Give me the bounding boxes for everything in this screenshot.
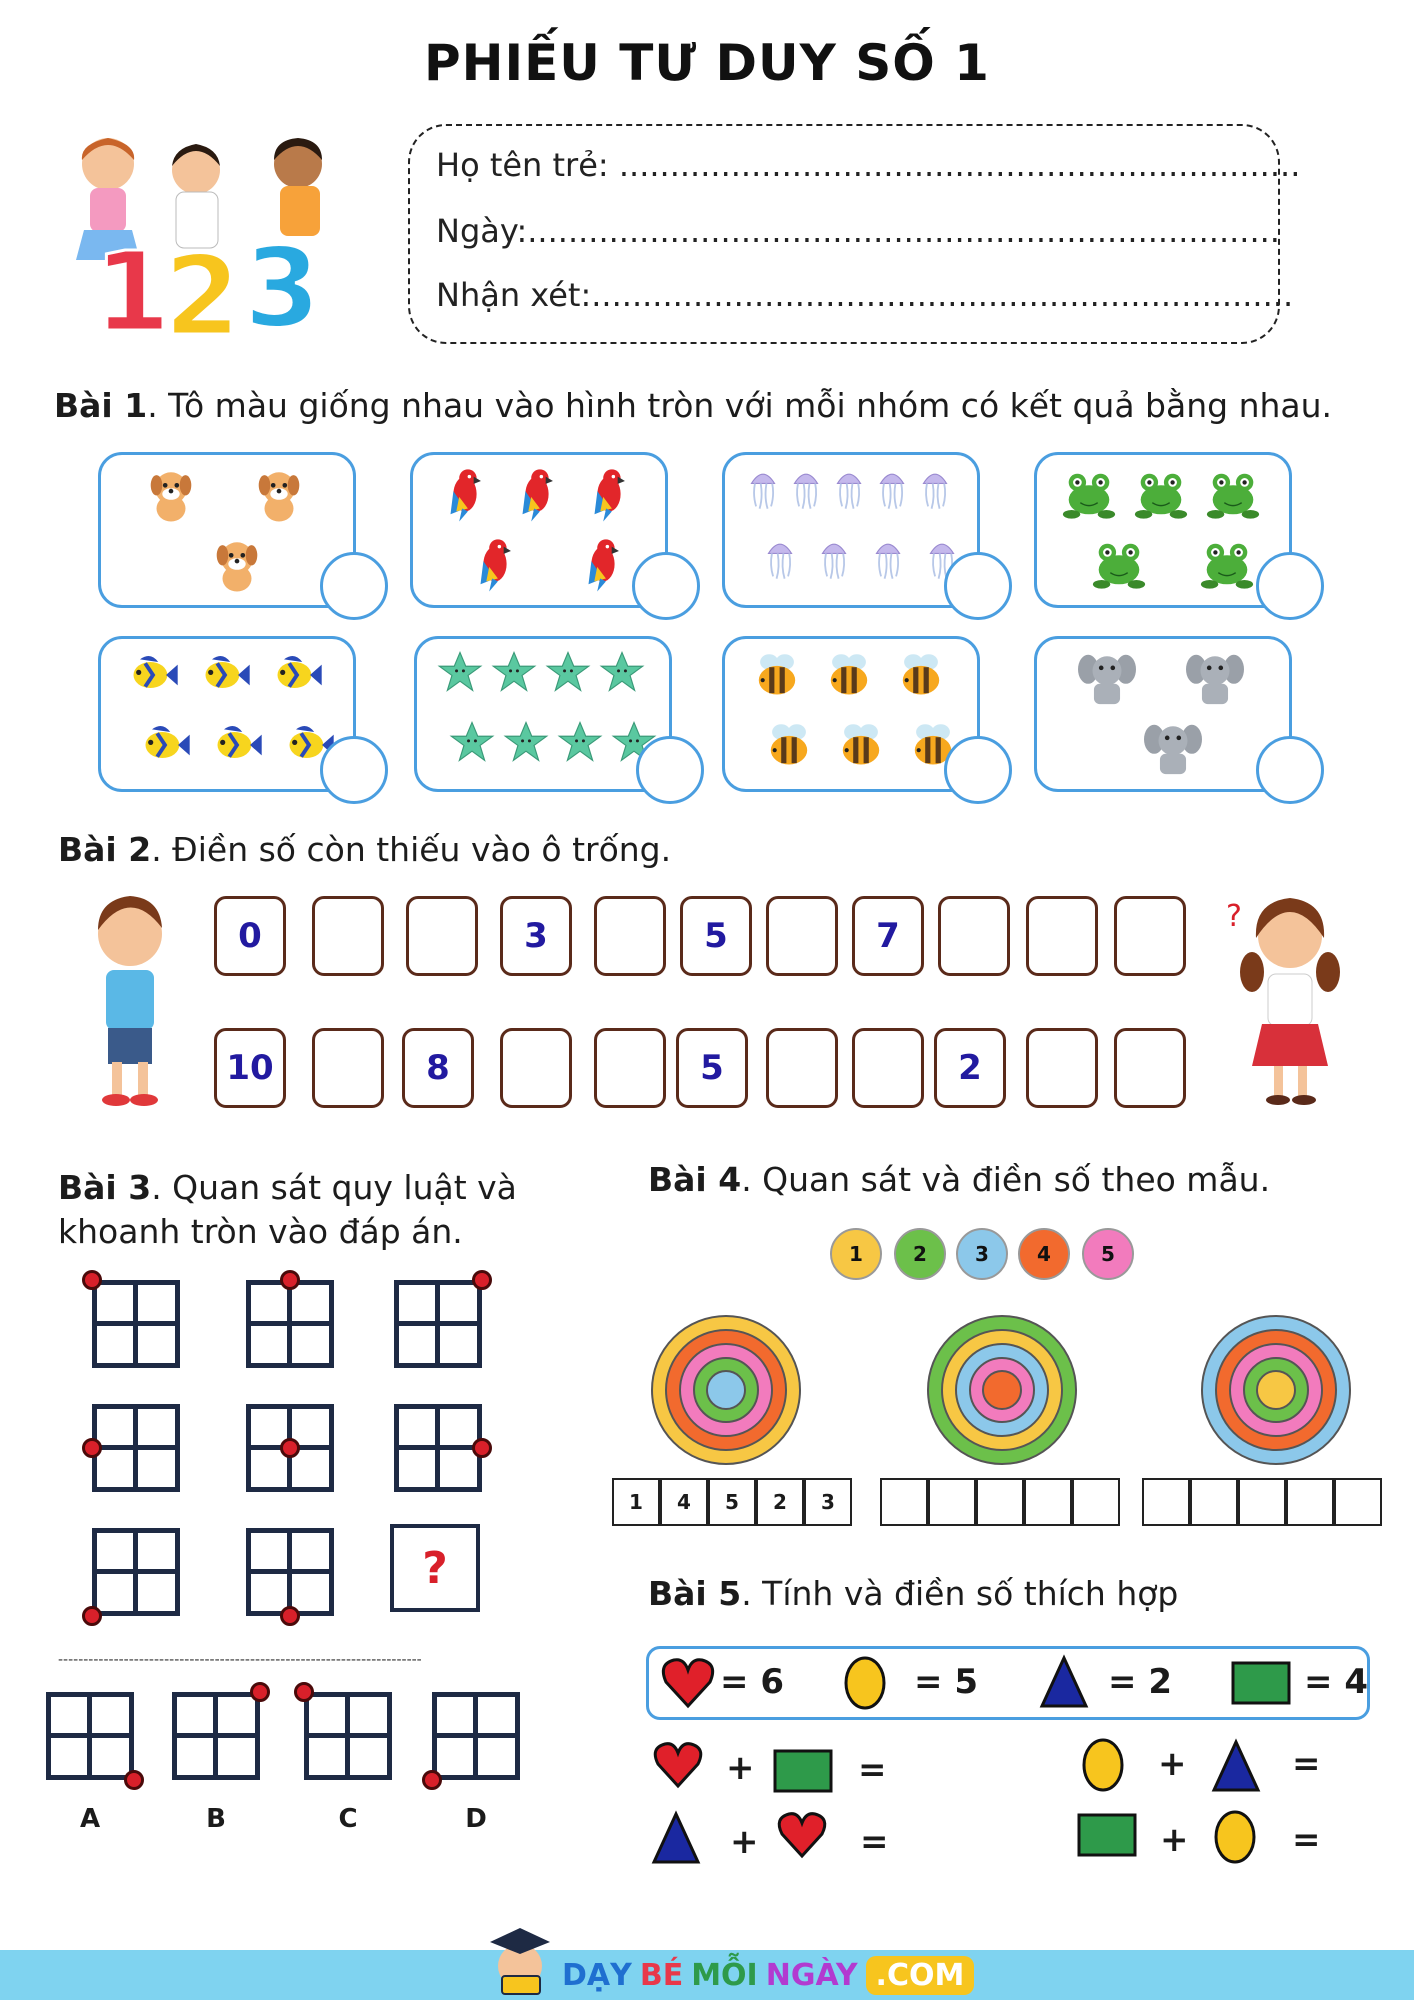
red-dot: [280, 1438, 300, 1458]
dog-icon: [208, 535, 266, 597]
answer-circle[interactable]: [1256, 736, 1324, 804]
bai4-target-circles: [648, 1312, 1408, 1472]
answer-cell[interactable]: [880, 1478, 928, 1526]
frog-icon: [1132, 465, 1190, 527]
option-label-d[interactable]: D: [465, 1804, 487, 1834]
name-field[interactable]: Họ tên trẻ: ...................................................................: [436, 146, 1301, 184]
parrot-icon: [580, 465, 638, 527]
color-legend-2: 2: [894, 1228, 946, 1280]
target-2: [928, 1316, 1076, 1464]
pattern-grid: [92, 1404, 180, 1492]
answer-cell[interactable]: [1190, 1478, 1238, 1526]
animal-card-bee: [722, 636, 980, 792]
plus-sign: +: [1160, 1820, 1189, 1860]
jellyfish-icon: [865, 535, 911, 585]
option-grid-c[interactable]: [304, 1692, 392, 1780]
color-legend-4: 4: [1018, 1228, 1070, 1280]
bee-icon: [895, 649, 947, 705]
bai3-heading-line2: khoanh tròn vào đáp án.: [58, 1212, 463, 1251]
red-dot: [472, 1270, 492, 1290]
jellyfish-icon: [811, 535, 857, 585]
answer-circle[interactable]: [944, 552, 1012, 620]
fish-icon: [199, 649, 251, 705]
oval-icon: [1212, 1808, 1258, 1866]
triangle-icon: [650, 1810, 702, 1866]
bai4-heading: Bài 4. Quan sát và điền số theo mẫu.: [648, 1160, 1271, 1199]
red-dot: [280, 1270, 300, 1290]
option-grid-d[interactable]: [432, 1692, 520, 1780]
comment-field[interactable]: Nhận xét:.....................................................................: [436, 276, 1294, 314]
kids-123-illustration: [36, 130, 356, 340]
animal-card-starfish: [414, 636, 672, 792]
bee-icon: [823, 649, 875, 705]
answer-cell[interactable]: [1072, 1478, 1120, 1526]
starfish-icon: [491, 649, 537, 699]
empty-number-box[interactable]: [938, 896, 1010, 976]
rectangle-value: = 4: [1304, 1662, 1368, 1702]
empty-number-box[interactable]: [1026, 896, 1098, 976]
number-box: 7: [852, 896, 924, 976]
fish-icon: [271, 649, 323, 705]
option-grid-a[interactable]: [46, 1692, 134, 1780]
answer-cell[interactable]: [1142, 1478, 1190, 1526]
plus-sign: +: [726, 1748, 755, 1788]
svg-text:1: 1: [94, 228, 171, 340]
dog-icon: [250, 465, 308, 527]
triangle-icon: [1038, 1654, 1090, 1710]
empty-number-box[interactable]: [1026, 1028, 1098, 1108]
answer-circle[interactable]: [1256, 552, 1324, 620]
plus-sign: +: [1158, 1744, 1187, 1784]
number-box: 2: [934, 1028, 1006, 1108]
answer-circle[interactable]: [632, 552, 700, 620]
fish-icon: [127, 649, 179, 705]
number-box: 0: [214, 896, 286, 976]
red-dot: [280, 1606, 300, 1626]
parrot-icon: [436, 465, 494, 527]
starfish-icon: [545, 649, 591, 699]
empty-number-box[interactable]: [406, 896, 478, 976]
color-legend-1: 1: [830, 1228, 882, 1280]
question-mark-box: ?: [390, 1524, 480, 1612]
pattern-grid: [92, 1528, 180, 1616]
jellyfish-icon: [826, 465, 872, 515]
sample-answer-cell: 2: [756, 1478, 804, 1526]
footer-brand[interactable]: DẠY BÉ MỖI NGÀY .COM: [562, 1956, 974, 1995]
sample-answer-cell: 4: [660, 1478, 708, 1526]
option-label-b[interactable]: B: [206, 1804, 226, 1834]
oval-value: = 5: [914, 1662, 978, 1702]
page-title: PHIẾU TƯ DUY SỐ 1: [424, 34, 990, 92]
color-legend-3: 3: [956, 1228, 1008, 1280]
starfish-icon: [557, 719, 603, 769]
pattern-grid: [394, 1404, 482, 1492]
equals-sign: =: [858, 1750, 887, 1790]
pattern-grid: [246, 1528, 334, 1616]
starfish-icon: [599, 649, 645, 699]
equals-sign: =: [1292, 1820, 1321, 1860]
jellyfish-icon: [912, 465, 958, 515]
animal-card-dog: [98, 452, 356, 608]
oval-icon: [1080, 1736, 1126, 1794]
sample-answer-cell: 1: [612, 1478, 660, 1526]
sample-answer-cell: 5: [708, 1478, 756, 1526]
number-box: 5: [680, 896, 752, 976]
answer-cell[interactable]: [1238, 1478, 1286, 1526]
rectangle-icon: [1230, 1660, 1292, 1706]
heart-icon: [660, 1656, 716, 1710]
thinking-girl-illustration: [1226, 886, 1346, 1112]
starfish-icon: [503, 719, 549, 769]
frog-icon: [1060, 465, 1118, 527]
sample-answer-cell: 3: [804, 1478, 852, 1526]
frog-icon: [1090, 535, 1148, 597]
date-field[interactable]: Ngày:..........................................................................: [436, 212, 1280, 250]
target-3: [1202, 1316, 1350, 1464]
pattern-grid: [394, 1280, 482, 1368]
red-dot: [422, 1770, 442, 1790]
graduate-mascot-icon: [484, 1924, 558, 1996]
red-dot: [82, 1438, 102, 1458]
starfish-icon: [437, 649, 483, 699]
bai3-divider: ------------------------------------------------------------------------: [58, 1652, 422, 1668]
red-dot: [82, 1606, 102, 1626]
number-box: 8: [402, 1028, 474, 1108]
fish-icon: [139, 719, 191, 775]
oval-icon: [842, 1654, 888, 1712]
answer-circle[interactable]: [320, 736, 388, 804]
answer-cell[interactable]: [928, 1478, 976, 1526]
rectangle-icon: [772, 1748, 834, 1794]
red-dot: [294, 1682, 314, 1702]
parrot-icon: [574, 535, 632, 597]
color-legend-5: 5: [1082, 1228, 1134, 1280]
answer-circle[interactable]: [944, 736, 1012, 804]
jellyfish-icon: [869, 465, 915, 515]
bai1-heading: Bài 1. Tô màu giống nhau vào hình tròn với mỗi nhóm có kết quả bằng nhau.: [54, 386, 1333, 425]
triangle-value: = 2: [1108, 1662, 1172, 1702]
answer-circle[interactable]: [636, 736, 704, 804]
answer-cell[interactable]: [1024, 1478, 1072, 1526]
empty-number-box[interactable]: [1114, 1028, 1186, 1108]
bai2-heading: Bài 2. Điền số còn thiếu vào ô trống.: [58, 830, 672, 869]
number-box: 10: [214, 1028, 286, 1108]
dog-icon: [142, 465, 200, 527]
red-dot: [82, 1270, 102, 1290]
svg-text:2: 2: [164, 232, 241, 340]
jellyfish-icon: [783, 465, 829, 515]
parrot-icon: [508, 465, 566, 527]
option-label-c[interactable]: C: [338, 1804, 358, 1834]
empty-number-box[interactable]: [766, 896, 838, 976]
fish-icon: [211, 719, 263, 775]
pattern-grid: [246, 1280, 334, 1368]
animal-card-elephant: [1034, 636, 1292, 792]
svg-text:?: ?: [1226, 899, 1242, 934]
empty-number-box[interactable]: [312, 896, 384, 976]
heart-value: = 6: [720, 1662, 784, 1702]
plus-sign: +: [730, 1822, 759, 1862]
red-dot: [472, 1438, 492, 1458]
jellyfish-icon: [757, 535, 803, 585]
elephant-icon: [1144, 719, 1202, 781]
bai3-heading: Bài 3. Quan sát quy luật và: [58, 1168, 517, 1207]
elephant-icon: [1186, 649, 1244, 711]
svg-text:3: 3: [244, 224, 321, 340]
triangle-icon: [1210, 1738, 1262, 1794]
red-dot: [124, 1770, 144, 1790]
animal-card-frog: [1034, 452, 1292, 608]
answer-cell[interactable]: [976, 1478, 1024, 1526]
answer-cell[interactable]: [1334, 1478, 1382, 1526]
animal-card-jellyfish: [722, 452, 980, 608]
bee-icon: [835, 719, 887, 775]
frog-icon: [1198, 535, 1256, 597]
equals-sign: =: [1292, 1744, 1321, 1784]
answer-cell[interactable]: [1286, 1478, 1334, 1526]
empty-number-box[interactable]: [500, 1028, 572, 1108]
heart-icon: [652, 1740, 704, 1790]
option-label-a[interactable]: A: [79, 1804, 101, 1834]
bee-icon: [763, 719, 815, 775]
answer-circle[interactable]: [320, 552, 388, 620]
pattern-grid: [92, 1280, 180, 1368]
empty-number-box[interactable]: [312, 1028, 384, 1108]
jellyfish-icon: [740, 465, 786, 515]
elephant-icon: [1078, 649, 1136, 711]
number-box: 5: [676, 1028, 748, 1108]
empty-number-box[interactable]: [766, 1028, 838, 1108]
starfish-icon: [449, 719, 495, 769]
thinking-boy-illustration: [82, 890, 172, 1112]
parrot-icon: [466, 535, 524, 597]
animal-card-parrot: [410, 452, 668, 608]
animal-card-fish: [98, 636, 356, 792]
empty-number-box[interactable]: [594, 896, 666, 976]
bai5-heading: Bài 5. Tính và điền số thích hợp: [648, 1574, 1179, 1613]
number-box: 3: [500, 896, 572, 976]
empty-number-box[interactable]: [594, 1028, 666, 1108]
option-grid-b[interactable]: [172, 1692, 260, 1780]
empty-number-box[interactable]: [852, 1028, 924, 1108]
equals-sign: =: [860, 1822, 889, 1862]
target-1: [652, 1316, 800, 1464]
rectangle-icon: [1076, 1812, 1138, 1858]
red-dot: [250, 1682, 270, 1702]
heart-icon: [776, 1810, 828, 1860]
empty-number-box[interactable]: [1114, 896, 1186, 976]
bee-icon: [751, 649, 803, 705]
frog-icon: [1204, 465, 1262, 527]
